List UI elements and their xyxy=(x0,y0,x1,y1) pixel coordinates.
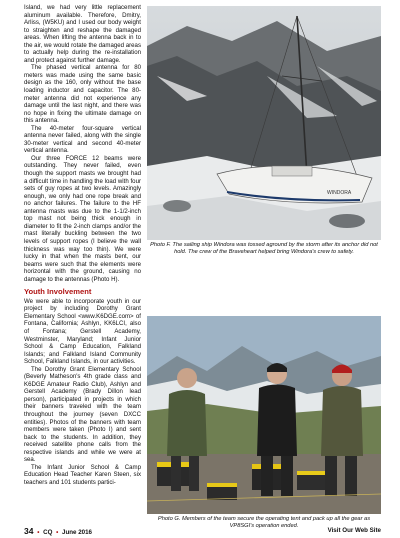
photo-g-caption: Photo G. Members of the team secure the operating tent and pack up all the gear as VP8SGI's operation ended. xyxy=(157,516,371,529)
photo-f-caption: Photo F. The sailing ship Windora was tossed aground by the storm after its anchor did not hold. The crew of the Braveheart helped bring Windora's crew to safety. xyxy=(150,242,378,255)
article-left-column xyxy=(24,4,141,486)
footer-folio xyxy=(24,526,92,536)
article-paragraph: The Dorothy Grant Elementary School (Beverly Matheson's 4th grade class and K6DGE Amateur Radio Club), Ashlyn and Gerstell Academy (Brady Dillon lead person), participated in projects in which their banners traveled with the team throughout the journey (seven DXCC entities). Photos of the banners with team members were taken (Photo I) and sent back to the students. In addition, they received satellite phone calls from the respective islands and while we were at sea. xyxy=(24,365,141,464)
article-paragraph: The 40-meter four-square vertical antenna never failed, along with the single 30-meter vertical and second 40-meter vertical antenna. xyxy=(24,124,141,155)
footer-website: Visit Our Web Site xyxy=(327,527,381,534)
article-paragraph: The Infant Junior School & Camp Education Head Teacher Karen Steen, six teachers and 101 students partici- xyxy=(24,463,141,486)
photo-f-sailing-ship xyxy=(147,6,381,240)
issue-date: June 2016 xyxy=(62,529,92,536)
magazine-name: CQ xyxy=(43,529,53,536)
photo-f-image xyxy=(147,6,381,240)
hull-name-text: WINDORA xyxy=(327,190,352,196)
section-heading: Youth Involvement xyxy=(24,287,92,297)
photo-g-team-packing xyxy=(147,316,381,514)
article-paragraph: Our three FORCE 12 beams were outstanding. They never failed, even though the support masts we brought had a difficult time in handling the load with four sets of guy ropes at two levels. Amazingly enough, we only had one rope break and no anchor failures. The failure to the HF antenna masts was due to the 1-1/2-inch top mast not being thick enough in diameter to fit the 2-inch clamps and/or the mast literally buckling between the two levels of support ropes (I believe the wall thickness was way too thin). We were lucky in that when the masts bent, our beams were such that the elements were horizontal with the ground, causing no damage to the antennas (Photo H). xyxy=(24,154,141,283)
article-paragraph: We were able to incorporate youth in our project by including Dorothy Grant Elementary School <www.K6DGE.com> of Fontana, California; Ashlyn, KK6LCI, also of Fontana; Gerstell Academy, Westminster, Maryland; Infant Junior School & Camp Education, Falkland Islands; and Falkland Island Community School, Falkland Islands, in our activities. xyxy=(24,297,141,366)
footer-bullet: • xyxy=(37,529,40,536)
article-paragraph: The phased vertical antenna for 80 meters was made using the same basic design as the 160, only without the base loading inductor and capacitor. The 80-meter antenna did not experience any damage until the last night, and there was no hope in fixing the ultimate damage on this antenna. xyxy=(24,64,141,125)
footer-bullet: • xyxy=(56,529,59,536)
article-paragraph: Island, we had very little replacement aluminum available. Therefore, Dmitry, Arliss, (W5KU) and I used our body weight to straighten and reshape the damaged areas. When lifting the antenna back in to the air, we would rotate the damaged areas to actually help during the re-installation and protect against further damage. xyxy=(24,4,141,64)
photo-g-image xyxy=(147,316,381,514)
page-footer xyxy=(24,526,381,535)
page-number: 34 xyxy=(24,526,34,536)
